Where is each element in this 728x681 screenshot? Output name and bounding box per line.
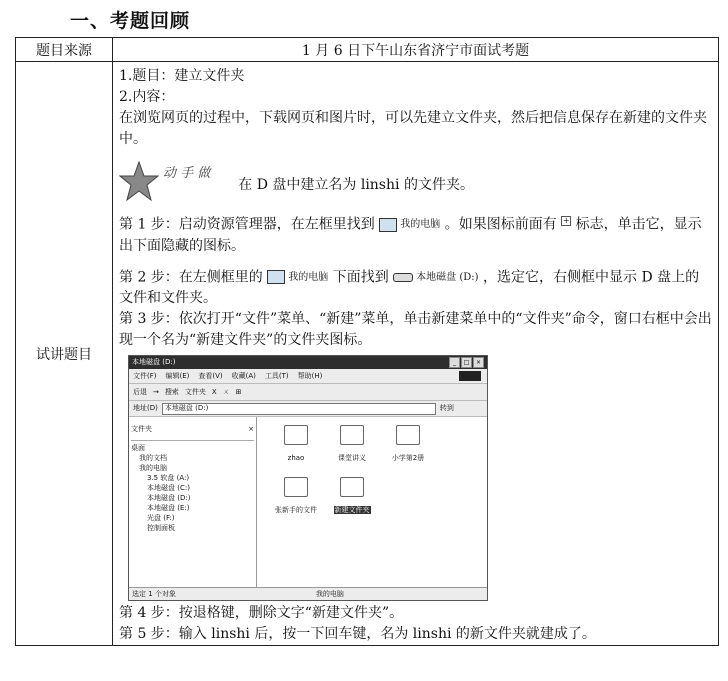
minimize-icon: _: [449, 357, 460, 368]
windows-logo-icon: [459, 371, 481, 381]
folder-icon: [340, 477, 364, 497]
plus-icon: +: [562, 216, 570, 225]
my-computer-icon: 我的电脑: [379, 214, 440, 235]
folder-item: 张新手的文件: [271, 477, 321, 521]
folder-item: zhao: [271, 425, 321, 469]
file-pane: [257, 417, 487, 587]
menu-bar: 文件(F) 编辑(E) 查看(V) 收藏(A) 工具(T) 帮助(H): [129, 369, 487, 384]
line-content-label: 2.内容：: [119, 89, 175, 105]
folder-icon: [284, 425, 308, 445]
step5: 第 5 步：输入 linshi 后，按一下回车键，名为 linshi 的新文件夹就建成了。: [119, 626, 596, 642]
star-icon: [119, 160, 159, 204]
folder-item: 小学第2册: [383, 425, 433, 469]
task-row: [119, 150, 712, 204]
topic-row: [16, 62, 719, 646]
folder-icon: [396, 425, 420, 445]
star-caption: 动 手 做: [163, 166, 211, 181]
step1: 第 1 步：启动资源管理器，在左框里找到 我的电脑 。如果图标前面有 + 标志，单击它，显示出下面隐藏的图标。: [119, 216, 702, 254]
source-row: [16, 38, 719, 62]
task-text: 在 D 盘中建立名为 linshi 的文件夹。: [238, 177, 474, 193]
exam-table: [15, 37, 719, 646]
topic-content: [113, 62, 719, 646]
step3: 第 3 步：依次打开“文件”菜单、“新建”菜单，单击新建菜单中的“文件夹”命令，窗口右框中会出现一个名为“新建文件夹”的文件夹图标。: [119, 311, 712, 348]
step4: 第 4 步：按退格键，删除文字“新建文件夹”。: [119, 605, 404, 621]
folder-icon: [284, 477, 308, 497]
section-heading: 一、考题回顾: [70, 10, 191, 32]
folder-item: 课堂讲义: [327, 425, 377, 469]
folder-tree: 文件夹 × 桌面 我的文档 我的电脑 3.5 软盘 (A:) 本地磁盘 (C:) 本地磁盘 (D:) 本地磁盘 (E:) 光盘 (F:) 控制面板: [129, 417, 257, 587]
topic-label: 试讲题目: [16, 62, 113, 646]
intro-text: 在浏览网页的过程中，下载网页和图片时，可以先建立文件夹，然后把信息保存在新建的文件夹中。: [119, 110, 707, 147]
close-icon: ×: [473, 357, 484, 368]
toolbar: 后退 → 搜索 文件夹 X ㄨ ⊞: [129, 384, 487, 401]
explorer-screenshot: [128, 355, 488, 601]
local-disk-icon: 本地磁盘 (D:): [393, 267, 478, 288]
step2: 第 2 步：在左侧框里的 我的电脑 下面找到 本地磁盘 (D:) ，选定它，右侧框中显示 D 盘上的文件和文件夹。: [119, 267, 712, 310]
source-value: 1 月 6 日下午山东省济宁市面试考题: [113, 38, 719, 62]
maximize-icon: □: [461, 357, 472, 368]
window-titlebar: 本地磁盘 (D:) _ □ ×: [129, 356, 487, 369]
folder-icon: [340, 425, 364, 445]
folder-item-new: 新建文件夹: [327, 477, 377, 521]
status-bar: 选定 1 个对象 我的电脑: [129, 587, 487, 600]
close-icon: ×: [248, 425, 254, 433]
source-label: 题目来源: [16, 38, 113, 62]
address-bar: 地址(D) 本地磁盘 (D:) 转到: [129, 401, 487, 417]
my-computer-icon: 我的电脑: [267, 267, 328, 288]
line-title: 1.题目：建立文件夹: [119, 68, 245, 84]
